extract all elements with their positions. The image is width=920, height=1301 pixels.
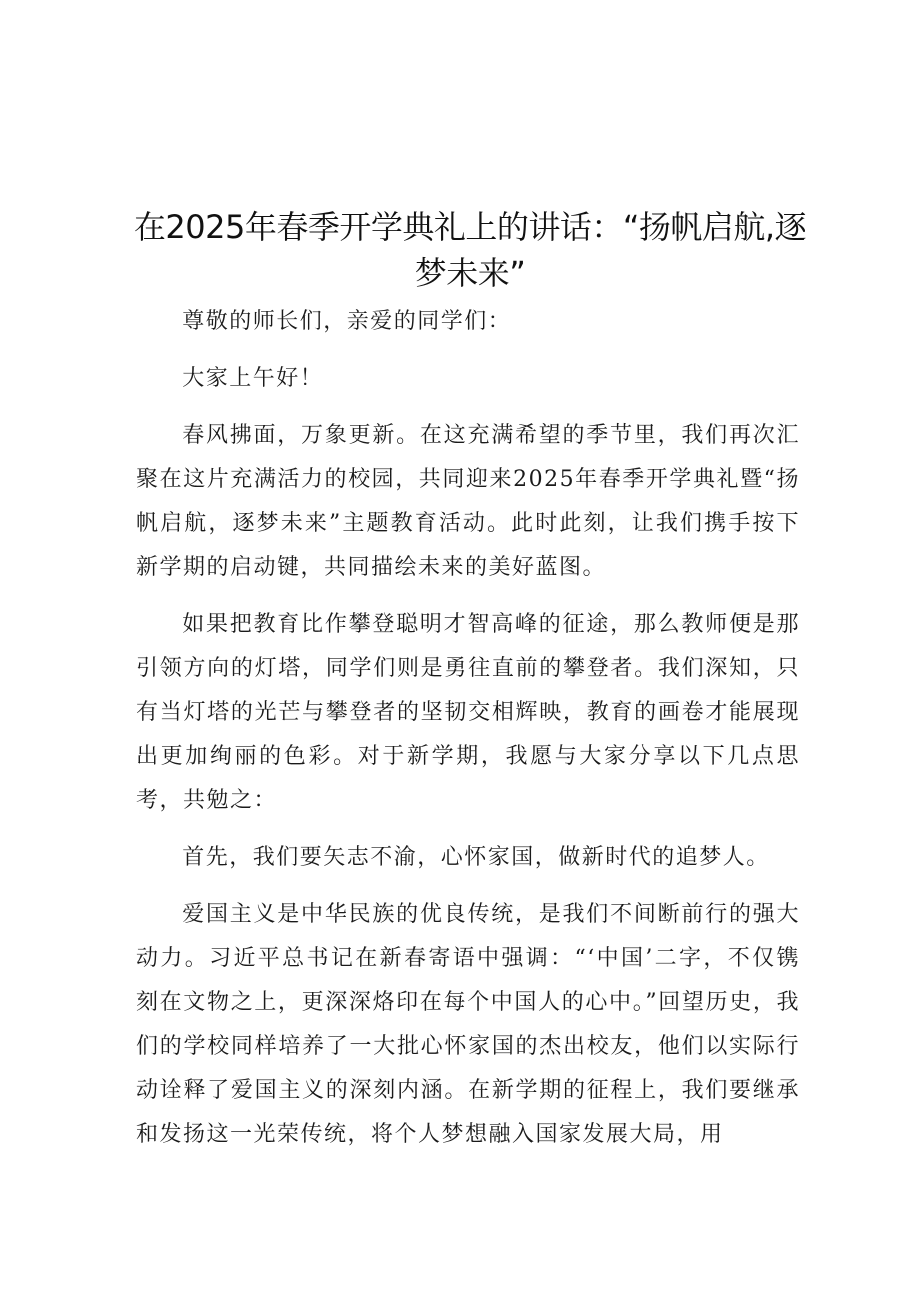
document-title: 在2025年春季开学典礼上的讲话：“扬帆启航,逐梦未来” [133,208,807,292]
paragraph-education: 如果把教育比作攀登聪明才智高峰的征途，那么教师便是那引领方向的灯塔，同学们则是勇往直前的攀登者。我们深知，只有当灯塔的光芒与攀登者的坚韧交相辉映，教育的画卷才能展现出更加绚丽的色彩。对于新学期，我愿与大家分享以下几点思考，共勉之： [136,612,800,813]
paragraph-spring: 春风拂面，万象更新。在这充满希望的季节里，我们再次汇聚在这片充满活力的校园，共同迎来2025年春季开学典礼暨“扬帆启航，逐梦未来”主题教育活动。此时此刻，让我们携手按下新学期的启动键，共同描绘未来的美好蓝图。 [136,423,800,580]
greeting: 大家上午好！ [182,366,324,391]
document-body [136,300,800,1170]
paragraph-first-point: 首先，我们要矢志不渝，心怀家国，做新时代的追梦人。 [182,845,770,870]
salutation: 尊敬的师长们，亲爱的同学们： [182,309,512,334]
paragraph-patriotism: 爱国主义是中华民族的优良传统，是我们不间断前行的强大动力。习近平总书记在新春寄语中强调：“‘中国’二字，不仅镌刻在文物之上，更深深烙印在每个中国人的心中。”回望历史，我们的学校同样培养了一大批心怀家国的杰出校友，他们以实际行动诠释了爱国主义的深刻内涵。在新学期的征程上，我们要继承和发扬这一光荣传统，将个人梦想融入国家发展大局，用 [136,902,800,1147]
